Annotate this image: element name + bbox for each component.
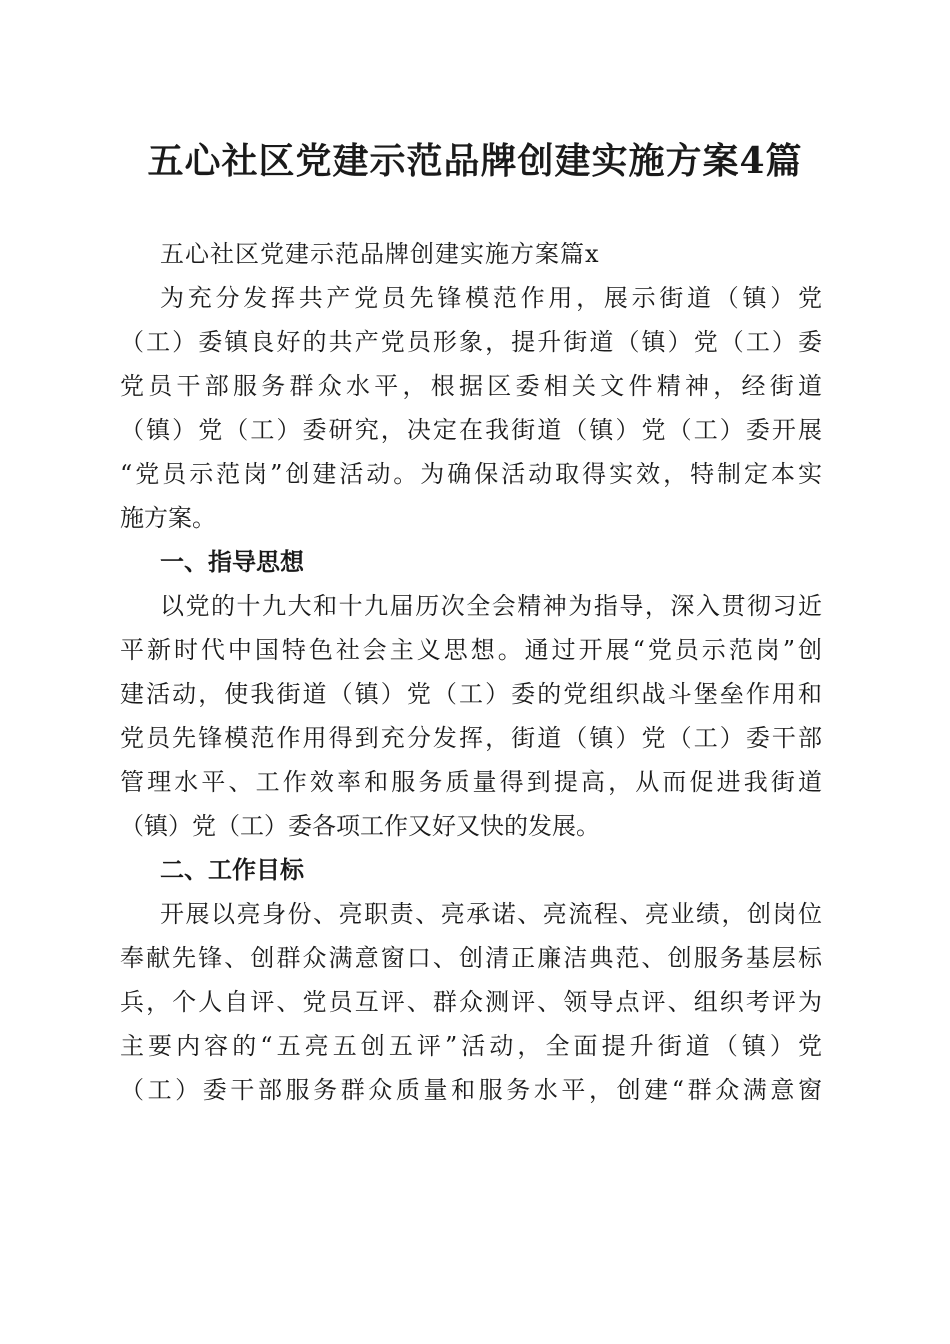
- section-heading-guiding-ideology: 一、指导思想: [160, 548, 304, 576]
- intro-paragraph: [120, 276, 822, 540]
- section2-line: 兵，个人自评、党员互评、群众测评、领导点评、组织考评为: [120, 988, 822, 1016]
- intro-line: （工）委镇良好的共产党员形象，提升街道（镇）党（工）委: [120, 328, 822, 356]
- section1-line: （镇）党（工）委各项工作又好又快的发展。: [120, 812, 600, 840]
- section1-line: 平新时代中国特色社会主义思想。通过开展“党员示范岗”创: [120, 636, 822, 664]
- section2-line: （工）委干部服务群众质量和服务水平，创建“群众满意窗: [120, 1076, 822, 1104]
- section1-line: 建活动，使我街道（镇）党（工）委的党组织战斗堡垒作用和: [120, 680, 822, 708]
- section-heading-work-goals: 二、工作目标: [160, 856, 304, 884]
- intro-line: 为充分发挥共产党员先锋模范作用，展示街道（镇）党: [160, 284, 822, 312]
- intro-line: （镇）党（工）委研究，决定在我街道（镇）党（工）委开展: [120, 416, 822, 444]
- intro-line: “党员示范岗”创建活动。为确保活动取得实效，特制定本实: [120, 460, 822, 488]
- section1-line: 党员先锋模范作用得到充分发挥，街道（镇）党（工）委干部: [120, 724, 822, 752]
- document-body: [120, 232, 822, 1112]
- document-subtitle: 五心社区党建示范品牌创建实施方案篇x: [160, 240, 600, 268]
- section2-line: 奉献先锋、创群众满意窗口、创清正廉洁典范、创服务基层标: [120, 944, 822, 972]
- intro-line: 施方案。: [120, 504, 216, 532]
- section2-line: 开展以亮身份、亮职责、亮承诺、亮流程、亮业绩，创岗位: [160, 900, 822, 928]
- section1-line: 管理水平、工作效率和服务质量得到提高，从而促进我街道: [120, 768, 822, 796]
- section1-line: 以党的十九大和十九届历次全会精神为指导，深入贯彻习近: [160, 592, 822, 620]
- section1-paragraph: [120, 584, 822, 848]
- document-title: 五心社区党建示范品牌创建实施方案4篇: [147, 140, 803, 182]
- intro-line: 党员干部服务群众水平，根据区委相关文件精神，经街道: [120, 372, 822, 400]
- section2-line: 主要内容的“五亮五创五评”活动，全面提升街道（镇）党: [120, 1032, 822, 1060]
- section2-paragraph: [120, 892, 822, 1112]
